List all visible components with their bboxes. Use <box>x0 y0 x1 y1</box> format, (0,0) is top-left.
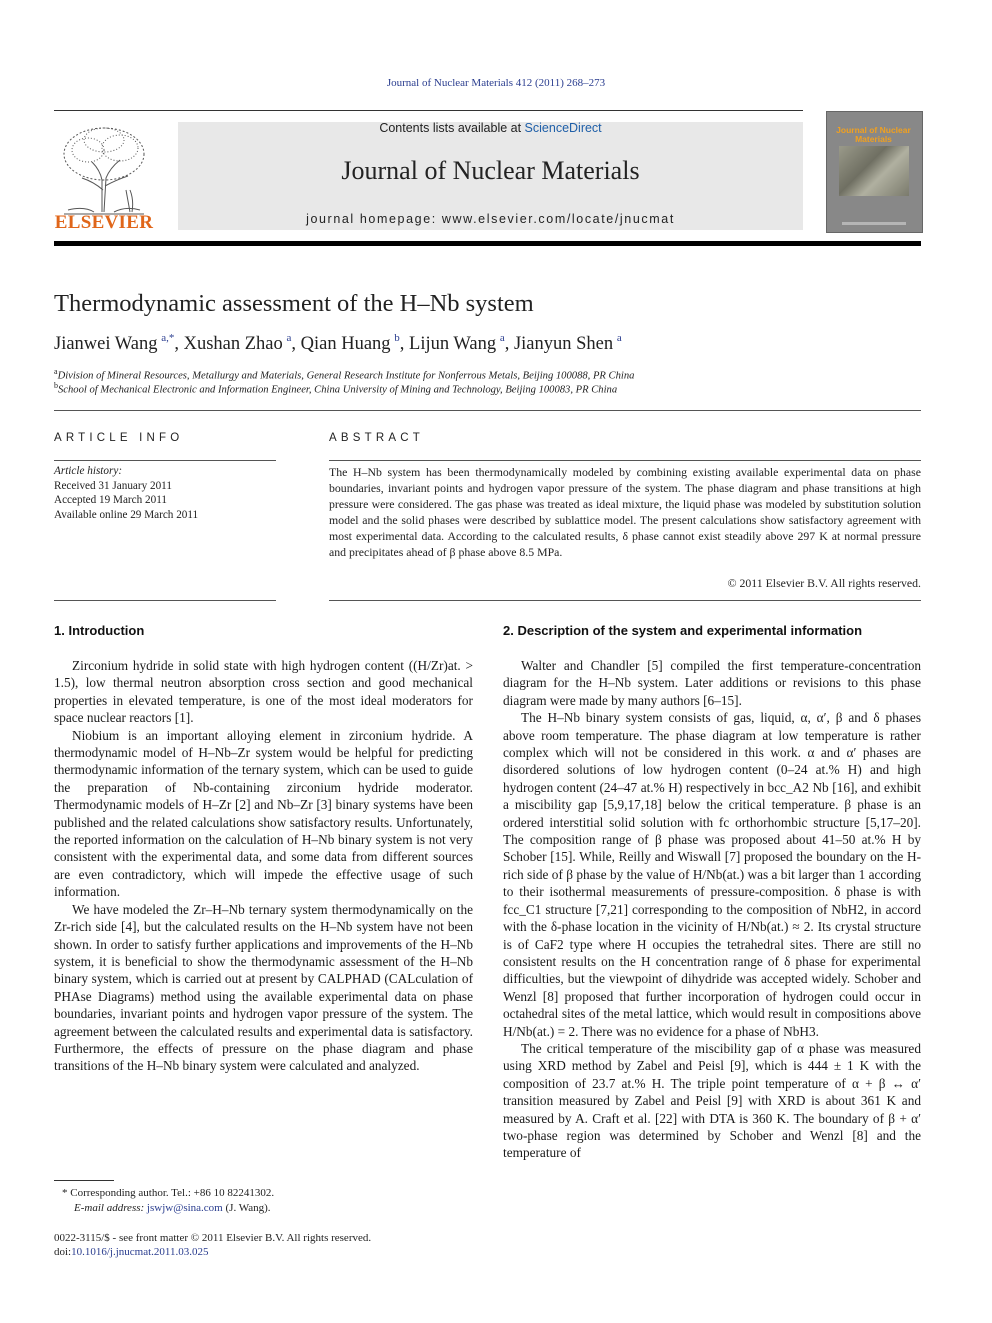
author-list: Jianwei Wang $^{a,*}$, Xushan Zhao $^a$, Qian Huang $^b$, Lijun Wang $^a$, Jianyun Shen $^a$ <box>54 332 622 355</box>
affiliation-a <box>54 367 634 382</box>
issn-line: 0022-3115/$ - see front matter © 2011 Elsevier B.V. All rights reserved. <box>54 1232 372 1244</box>
author-sup[interactable]: a,* <box>161 332 175 344</box>
affiliation-sup: a <box>54 367 58 376</box>
section-2-paragraph: Walter and Chandler [5] compiled the first temperature-concentration diagram for the H–Nb system. Later additions or revisions to this phase diagram were made by many authors [6–15]. <box>503 658 921 708</box>
title-block-rule <box>54 410 921 411</box>
journal-reference[interactable]: Journal of Nuclear Materials 412 (2011) 268–273 <box>386 77 606 89</box>
author-name[interactable]: Lijun Wang <box>409 334 497 355</box>
online-date: Available online 29 March 2011 <box>54 508 199 521</box>
cover-image <box>839 146 909 196</box>
author-name[interactable]: Jianyun Shen <box>513 334 614 355</box>
article-history <box>54 464 198 522</box>
article-title: Thermodynamic assessment of the H–Nb system <box>54 290 534 317</box>
abstract-copyright: © 2011 Elsevier B.V. All rights reserved. <box>727 576 921 590</box>
received-date: Received 31 January 2011 <box>54 479 172 492</box>
section-1-body <box>54 657 473 1075</box>
doi-line <box>54 1245 371 1259</box>
section-1-paragraph: We have modeled the Zr–H–Nb ternary system thermodynamically on the Zr-rich side [4], but the calculated results on the H–Nb system have not been shown. In order to satisfy further applications and improvements of the H–Nb system, it is beneficial to show the thermodynamic assessment of the H–Nb binary system, which is carried out at present by CALPHAD (CALculation of PHAse Diagrams) method using the available experimental data on phase boundaries, invariant points and hydrogen vapor pressure of the system. The agreement between the calculated results and experimental data is satisfactory. Furthermore, the effects of pressure on the phase diagram and phase transitions of the H–Nb binary system were calculated and analyzed. <box>54 901 473 1074</box>
abstract-text: The H–Nb system has been thermodynamically modeled by combining existing available experimental data on phase boundaries, invariant points and hydrogen vapor pressure of the system. The phase diagram and phase transitions at high pressure were considered. The gas phase was treated as ideal mixture, the liquid phase was modeled by substitution solution model and the solid phases were described by sublattice model. The present calculations show satisfactory agreement with most experimental data. According to the calculated results, δ phase cannot exist steadily above 297 K at normal pressure and precipitates ahead of β phase above 8.5 MPa. <box>329 465 921 559</box>
email-link[interactable]: jswjw@sina.com <box>146 1202 223 1214</box>
history-label: Article history: <box>54 465 123 477</box>
section-2-paragraph: The H–Nb binary system consists of gas, liquid, α, α′, β and δ phases above room temperature. The phase diagram at low temperature is rather complex which will not be considered in this work. α and α′ phases are disordered solutions of low hydrogen content (0–24 at.% H) and high hydrogen content (24–47 at.% H) respectively in bcc_A2 Nb [16], and exhibit a miscibility gap [5,9,17,18] below the critical temperature. β phase is an ordered interstitial solid solution with fc orthorhombic structure [5,17–20]. The composition range of β phase was proposed about 41–50 at.% H by Schober [15]. While, Reilly and Wiswall [7] proposed the boundary on the H-rich side of β phase by the value of H/Nb(at.) was a bit larger than 1 according to their isothermal measurements of pressure-composition. δ phase is with fcc_C1 structure [7,21] corresponding to the composition of NbH2, in accord with the δ-phase location in the vicinity of H/Nb(at.) ≈ 2. Its crystal structure is of CaF2 type where H occupies the tetrahedral sites. There are still no consistent results on the H concentration range of δ phase for experimental difficulties, but the viewpoint of dihydride was accepted widely. Schober and Wenzl [8] proposed that further incorporation of hydrogen could occur in octahedral sites of the metal lattice, which would result in compositions above H/Nb(at.) = 2. There was no evidence for a phase of NbH3. <box>503 710 921 1039</box>
sciencedirect-link[interactable]: ScienceDirect <box>524 121 602 135</box>
affiliation-b <box>54 381 617 396</box>
footnote-rule <box>54 1180 114 1181</box>
author-name[interactable]: Jianwei Wang <box>54 334 158 355</box>
author-sup[interactable]: a <box>286 332 292 344</box>
section-1-paragraph: Zirconium hydride in solid state with high hydrogen content ((H/Zr)at. > 1.5), low thermal neutron absorption cross section and good mechanical properties in elevated temperature, is one of the most ideal moderators for space nuclear reactors [1]. <box>54 658 473 726</box>
contents-line <box>178 121 803 135</box>
section-1-title: 1. Introduction <box>54 623 145 638</box>
section-2-body <box>503 657 921 1162</box>
article-info-bottom-rule <box>54 600 276 601</box>
page-footer <box>54 1231 371 1259</box>
affiliation-text: School of Mechanical Electronic and Information Engineer, China University of Mining and Technology, Beijing 100083, PR China <box>58 384 618 396</box>
header-thick-rule <box>54 241 921 246</box>
email-line <box>54 1201 274 1216</box>
elsevier-wordmark[interactable]: ELSEVIER <box>54 212 154 233</box>
contents-prefix: Contents lists available at <box>379 121 525 135</box>
affiliation-text: Division of Mineral Resources, Metallurgy and Materials, General Research Institute for Nonferrous Metals, Beijing 100088, PR China <box>57 370 635 382</box>
section-2-paragraph: The critical temperature of the miscibility gap of α phase was measured using XRD method by Zabel and Peisl [9], which is 444 ± 1 K with the composition of 23.7 at.% H. The triple point temperature of α + β ↔ α′ transition measured by Zabel and Peisl [9] with XRD is about 361 K and measured by A. Craft et al. [22] with DTA is 360 K. The boundary of β + α′ two-phase region was determined by Schober and Wenzl [8] and the temperature of <box>503 1040 921 1161</box>
article-info-heading: ARTICLE INFO <box>54 432 184 444</box>
footnote <box>54 1186 274 1216</box>
corresponding-author: * Corresponding author. Tel.: +86 10 82241302. <box>62 1187 275 1199</box>
doi-link[interactable]: 10.1016/j.jnucmat.2011.03.025 <box>71 1246 209 1258</box>
abstract-rule <box>329 460 921 461</box>
email-label: E-mail address: <box>74 1202 147 1214</box>
doi-label: doi: <box>54 1246 72 1258</box>
author-sup[interactable]: b <box>394 332 400 344</box>
header-rule <box>54 110 803 111</box>
journal-homepage[interactable]: journal homepage: www.elsevier.com/locate/jnucmat <box>306 212 675 226</box>
section-2-title: 2. Description of the system and experimental information <box>503 623 863 638</box>
cover-title: Journal of Nuclear Materials <box>836 125 911 144</box>
accepted-date: Accepted 19 March 2011 <box>54 494 167 506</box>
author-name[interactable]: Xushan Zhao <box>183 334 283 355</box>
journal-title: Journal of Nuclear Materials <box>341 156 640 185</box>
abstract-heading: ABSTRACT <box>329 432 424 444</box>
cover-footer-bar <box>842 222 906 225</box>
affiliation-sup: b <box>54 381 58 390</box>
abstract-bottom-rule <box>329 600 921 601</box>
author-name[interactable]: Qian Huang <box>300 334 391 355</box>
author-sup[interactable]: a <box>499 332 505 344</box>
author-sup[interactable]: a <box>616 332 622 344</box>
email-suffix: (J. Wang). <box>222 1202 271 1214</box>
article-info-rule <box>54 460 276 461</box>
section-1-paragraph: Niobium is an important alloying element in zirconium hydride. A thermodynamic model of H–Nb–Zr system would be helpful for predicting thermodynamic information of the ternary system, which can be used to guide the preparation of Nb-containing zirconium hydride moderator. Thermodynamic models of H–Zr [2] and Nb–Zr [3] binary systems have been published and the related calculations show satisfactory results. Unfortunately, the reported information on the calculation of H–Nb binary system is not very consistent with the experimental data, and some data from different sources are even contradictory, which will impede the effective usage of such information. <box>54 727 473 900</box>
